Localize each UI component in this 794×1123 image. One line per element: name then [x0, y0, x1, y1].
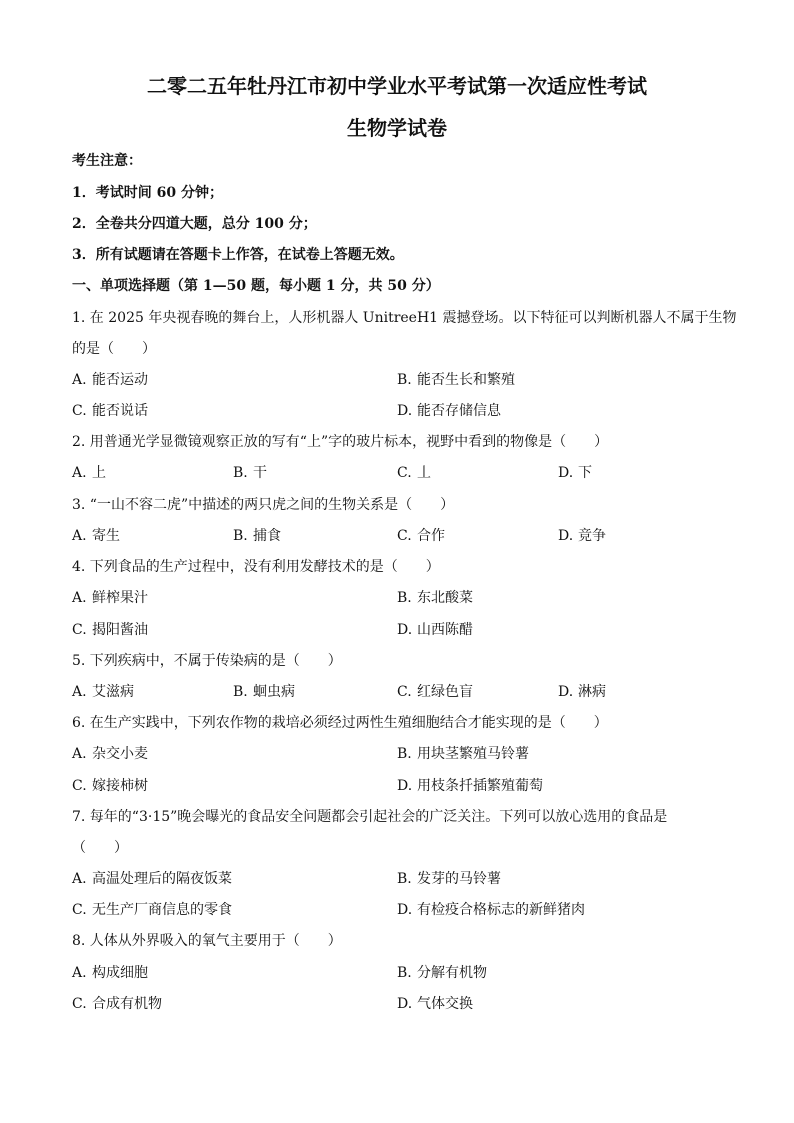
option-label: B.	[397, 372, 412, 388]
option-a[interactable]	[72, 681, 134, 701]
option-c[interactable]	[72, 619, 148, 639]
question-stem: 7. 每年的“3·15”晚会曝光的食品安全问题都会引起社会的广泛关注。下列可以放心选用的食品是	[72, 809, 668, 825]
option-text: 东北酸菜	[417, 590, 473, 606]
option-c[interactable]	[397, 681, 473, 701]
option-a[interactable]	[72, 587, 148, 607]
option-d[interactable]	[397, 775, 543, 795]
option-label: B.	[397, 871, 412, 887]
option-a[interactable]	[72, 462, 106, 482]
exam-title: 二零二五年牡丹江市初中学业水平考试第一次适应性考试	[147, 74, 647, 98]
option-label: D.	[397, 996, 413, 1012]
option-text: 下	[578, 465, 592, 481]
question-stem: 1. 在 2025 年央视春晚的舞台上，人形机器人 UnitreeH1 震撼登场。以下特征可以判断机器人不属于生物	[72, 310, 737, 326]
option-label: B.	[397, 746, 412, 762]
option-text: 鲜榨果汁	[92, 590, 148, 606]
option-d[interactable]	[397, 400, 501, 420]
option-label: A.	[72, 684, 87, 700]
option-label: C.	[397, 528, 412, 544]
option-label: A.	[72, 528, 87, 544]
option-c[interactable]	[72, 899, 232, 919]
question-stem: 3. “一山不容二虎”中描述的两只虎之间的生物关系是（ ）	[72, 497, 455, 513]
question-stem: （ ）	[72, 840, 128, 856]
option-text: 干	[253, 465, 267, 481]
option-label: D.	[558, 684, 574, 700]
option-text: 红绿色盲	[417, 684, 473, 700]
option-d[interactable]	[558, 525, 606, 545]
option-label: D.	[558, 465, 574, 481]
option-label: B.	[233, 684, 248, 700]
notice-item: 2．全卷共分四道大题，总分 100 分；	[72, 216, 317, 232]
option-label: C.	[397, 465, 412, 481]
option-label: A.	[72, 965, 87, 981]
question-stem: 4. 下列食品的生产过程中，没有利用发酵技术的是（ ）	[72, 559, 440, 575]
option-b[interactable]	[233, 681, 295, 701]
option-label: C.	[72, 403, 87, 419]
option-label: D.	[397, 778, 413, 794]
option-text: 能否生长和繁殖	[417, 372, 515, 388]
option-c[interactable]	[397, 462, 431, 482]
option-text: 能否运动	[92, 372, 148, 388]
option-label: D.	[397, 403, 413, 419]
option-b[interactable]	[397, 743, 529, 763]
option-text: 用枝条扦插繁殖葡萄	[417, 778, 543, 794]
notice-heading: 考生注意：	[72, 153, 142, 169]
option-d[interactable]	[397, 899, 585, 919]
question-stem: 2. 用普通光学显微镜观察正放的写有“上”字的玻片标本，视野中看到的物像是（ ）	[72, 434, 609, 450]
question-stem: 5. 下列疾病中，不属于传染病的是（ ）	[72, 653, 342, 669]
option-c[interactable]	[72, 775, 148, 795]
option-text: 捕食	[253, 528, 281, 544]
option-b[interactable]	[397, 868, 501, 888]
option-text: 上	[92, 465, 106, 481]
option-b[interactable]	[397, 962, 487, 982]
option-a[interactable]	[72, 369, 148, 389]
option-text: 构成细胞	[92, 965, 148, 981]
option-text: 蛔虫病	[253, 684, 295, 700]
option-text: 能否说话	[92, 403, 148, 419]
question-stem: 的是（ ）	[72, 341, 156, 357]
question-stem: 6. 在生产实践中，下列农作物的栽培必须经过两性生殖细胞结合才能实现的是（ ）	[72, 715, 608, 731]
option-label: D.	[397, 902, 413, 918]
option-label: A.	[72, 590, 87, 606]
option-text: 发芽的马铃薯	[417, 871, 501, 887]
option-text: 气体交换	[417, 996, 473, 1012]
option-text: 无生产厂商信息的零食	[92, 902, 232, 918]
option-label: C.	[72, 996, 87, 1012]
option-text: 揭阳酱油	[92, 622, 148, 638]
option-label: A.	[72, 871, 87, 887]
option-label: C.	[397, 684, 412, 700]
exam-subtitle: 生物学试卷	[347, 116, 447, 140]
option-b[interactable]	[233, 525, 281, 545]
option-text: 杂交小麦	[92, 746, 148, 762]
option-b[interactable]	[233, 462, 267, 482]
option-d[interactable]	[558, 462, 592, 482]
notice-item: 3．所有试题请在答题卡上作答，在试卷上答题无效。	[72, 247, 404, 263]
option-a[interactable]	[72, 743, 148, 763]
option-label: C.	[72, 902, 87, 918]
option-text: 有检疫合格标志的新鲜猪肉	[417, 902, 585, 918]
option-text: 寄生	[92, 528, 120, 544]
option-b[interactable]	[397, 587, 473, 607]
option-label: A.	[72, 465, 87, 481]
option-label: B.	[397, 590, 412, 606]
option-text: 合作	[417, 528, 445, 544]
option-d[interactable]	[558, 681, 606, 701]
option-c[interactable]	[397, 525, 445, 545]
section-heading: 一、单项选择题（第 1—50 题，每小题 1 分，共 50 分）	[72, 278, 440, 294]
option-c[interactable]	[72, 993, 162, 1013]
option-text: 用块茎繁殖马铃薯	[417, 746, 529, 762]
option-label: B.	[397, 965, 412, 981]
option-d[interactable]	[397, 993, 473, 1013]
option-a[interactable]	[72, 525, 120, 545]
option-d[interactable]	[397, 619, 473, 639]
option-text: 淋病	[578, 684, 606, 700]
option-c[interactable]	[72, 400, 148, 420]
notice-item: 1．考试时间 60 分钟；	[72, 185, 223, 201]
option-text: 竞争	[578, 528, 606, 544]
option-label: A.	[72, 372, 87, 388]
question-stem: 8. 人体从外界吸入的氧气主要用于（ ）	[72, 933, 342, 949]
option-label: B.	[233, 465, 248, 481]
option-label: C.	[72, 622, 87, 638]
option-text: 丄	[417, 465, 431, 481]
option-label: C.	[72, 778, 87, 794]
option-text: 艾滋病	[92, 684, 134, 700]
option-a[interactable]	[72, 962, 148, 982]
option-label: A.	[72, 746, 87, 762]
option-a[interactable]	[72, 868, 232, 888]
option-text: 合成有机物	[92, 996, 162, 1012]
option-label: D.	[397, 622, 413, 638]
option-text: 分解有机物	[417, 965, 487, 981]
option-text: 能否存储信息	[417, 403, 501, 419]
option-label: B.	[233, 528, 248, 544]
option-text: 高温处理后的隔夜饭菜	[92, 871, 232, 887]
option-text: 嫁接柿树	[92, 778, 148, 794]
option-b[interactable]	[397, 369, 515, 389]
option-text: 山西陈醋	[417, 622, 473, 638]
option-label: D.	[558, 528, 574, 544]
